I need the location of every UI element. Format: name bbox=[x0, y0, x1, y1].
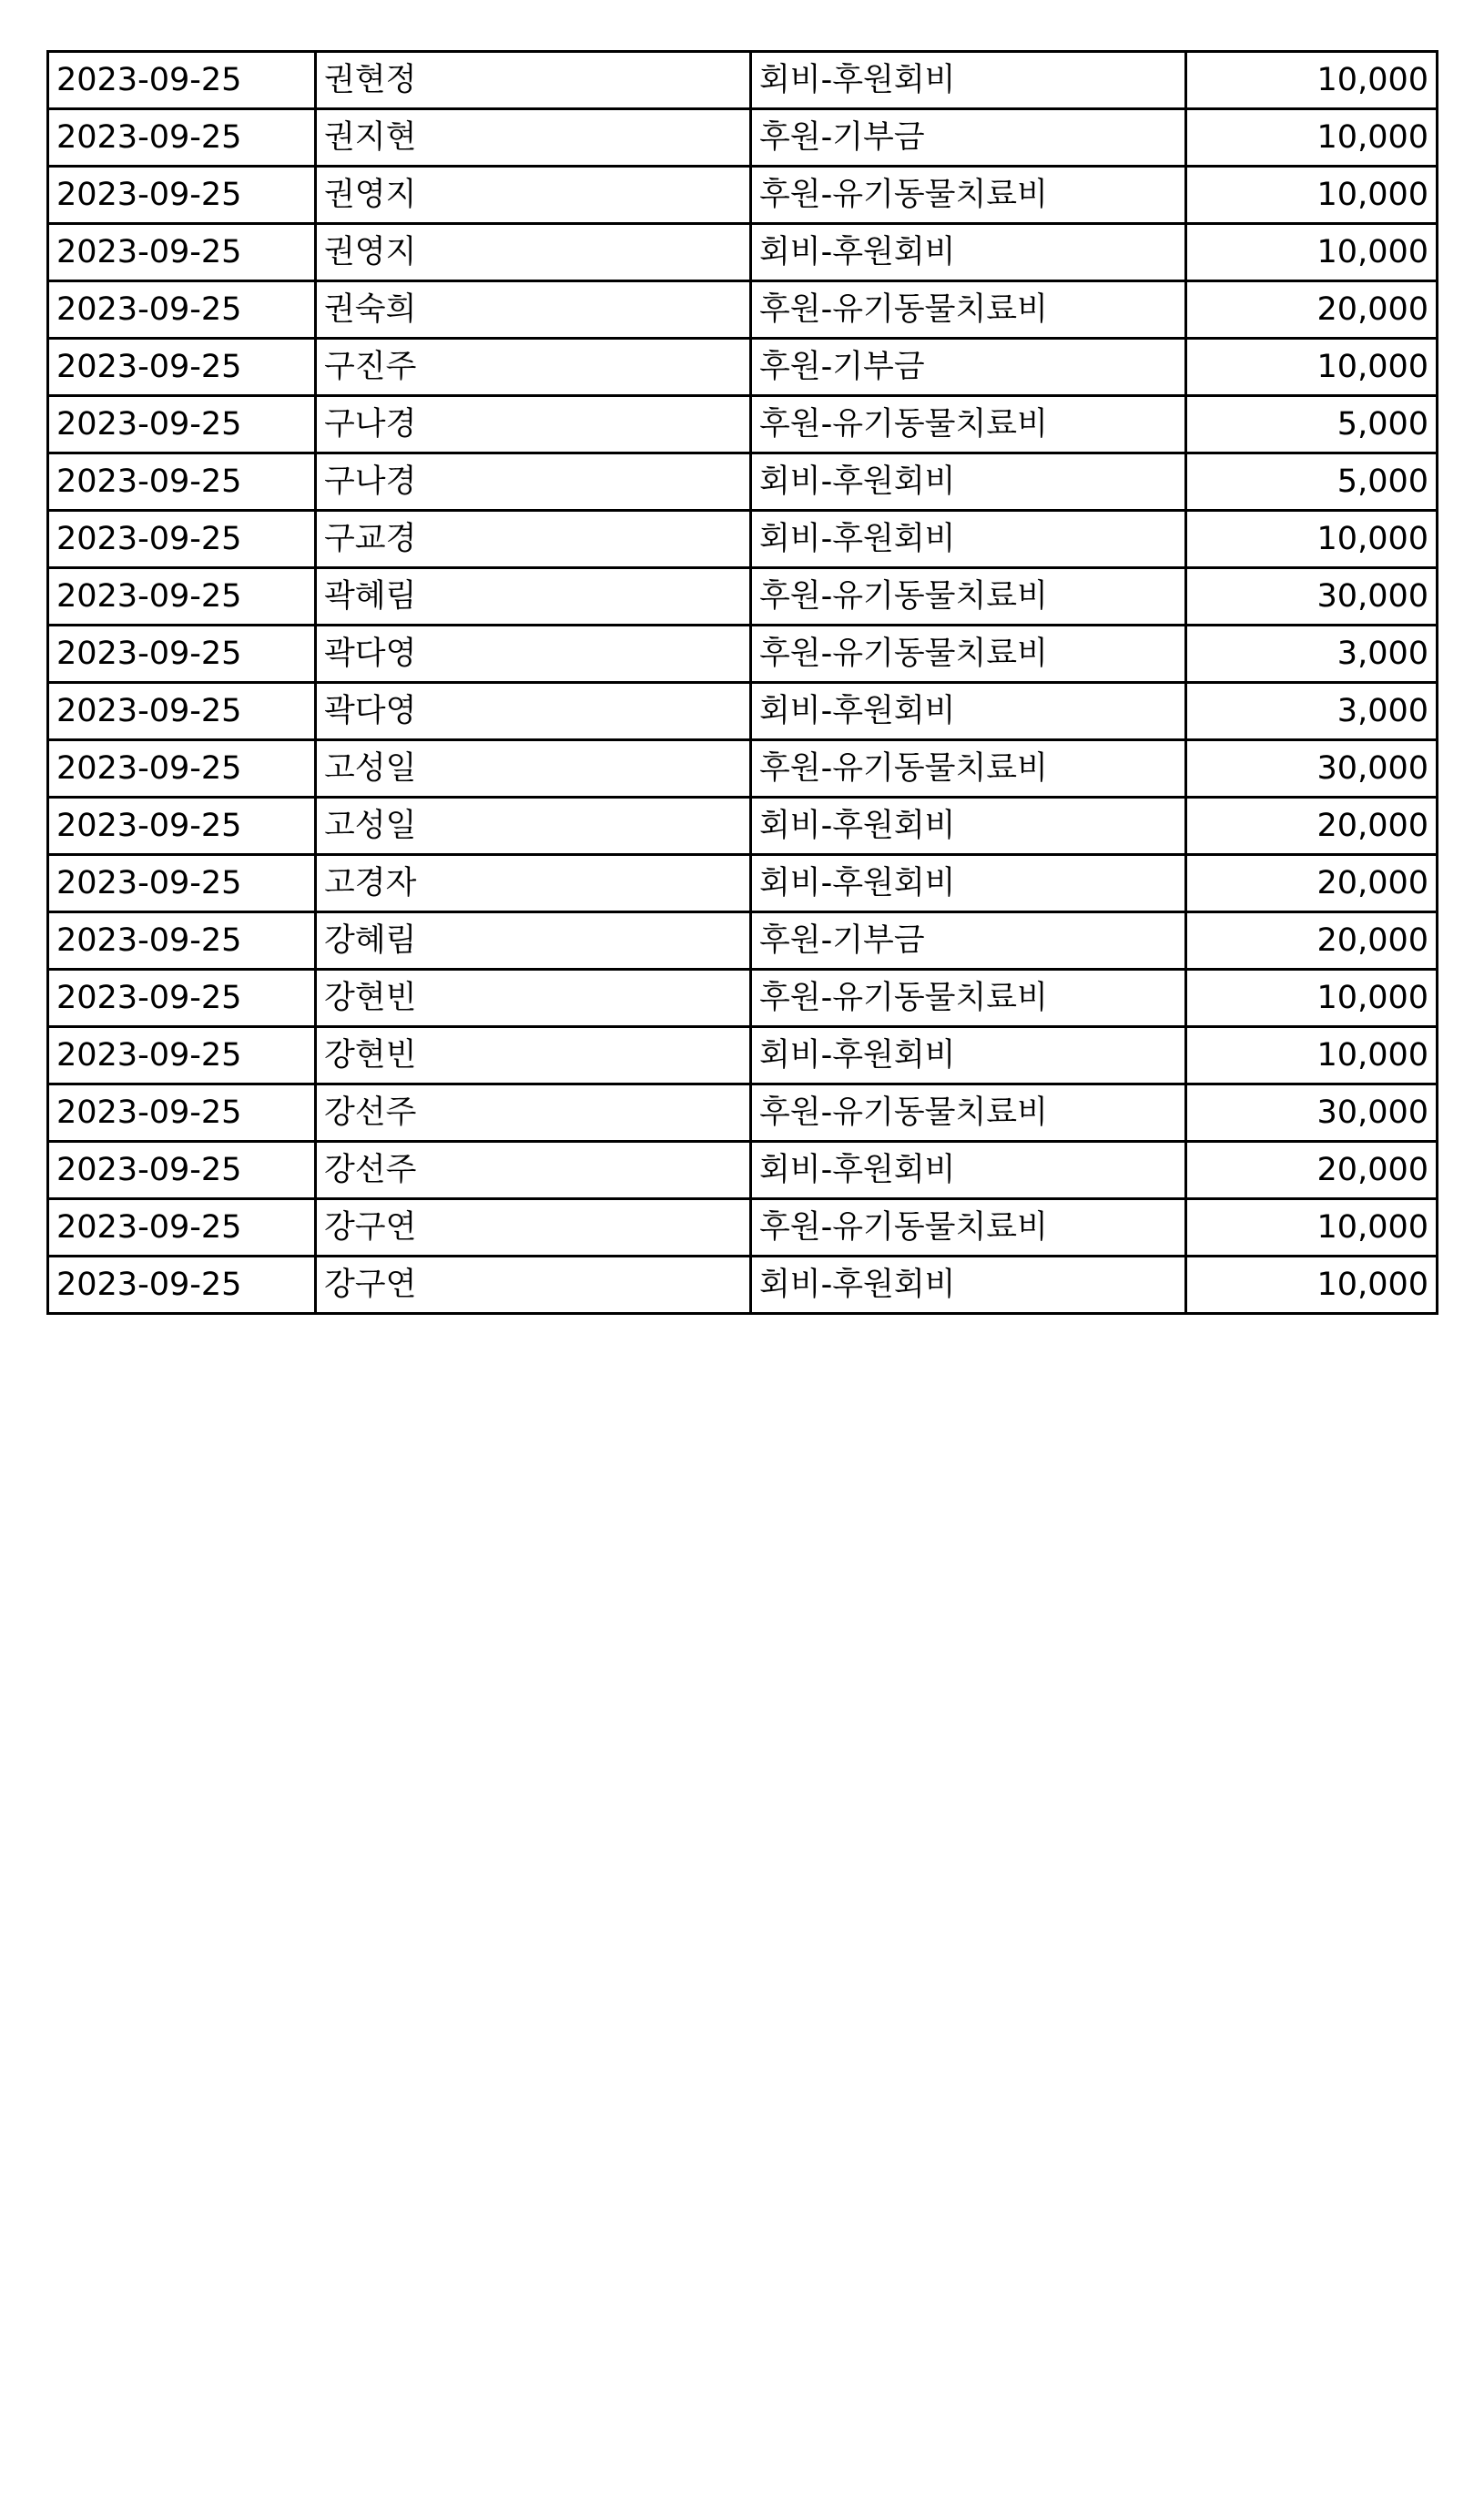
table-row bbox=[48, 798, 1438, 855]
name-cell: 곽혜림 bbox=[316, 568, 751, 626]
amount-cell: 10,000 bbox=[1186, 109, 1438, 167]
date-cell: 2023-09-25 bbox=[48, 970, 316, 1027]
category-cell: 회비-후원회비 bbox=[751, 1027, 1186, 1084]
category-cell: 후원-유기동물치료비 bbox=[751, 568, 1186, 626]
name-cell: 강선주 bbox=[316, 1142, 751, 1199]
donation-ledger-table bbox=[46, 50, 1438, 1315]
name-cell: 권영지 bbox=[316, 167, 751, 224]
date-cell: 2023-09-25 bbox=[48, 683, 316, 740]
date-cell: 2023-09-25 bbox=[48, 453, 316, 511]
date-cell: 2023-09-25 bbox=[48, 568, 316, 626]
name-cell: 강구연 bbox=[316, 1257, 751, 1314]
category-cell: 회비-후원회비 bbox=[751, 855, 1186, 912]
date-cell: 2023-09-25 bbox=[48, 167, 316, 224]
date-cell: 2023-09-25 bbox=[48, 109, 316, 167]
name-cell: 곽다영 bbox=[316, 626, 751, 683]
table-row bbox=[48, 568, 1438, 626]
table-row bbox=[48, 453, 1438, 511]
amount-cell: 20,000 bbox=[1186, 798, 1438, 855]
amount-cell: 10,000 bbox=[1186, 52, 1438, 109]
date-cell: 2023-09-25 bbox=[48, 224, 316, 281]
name-cell: 고성일 bbox=[316, 740, 751, 798]
amount-cell: 5,000 bbox=[1186, 396, 1438, 453]
category-cell: 회비-후원회비 bbox=[751, 1257, 1186, 1314]
name-cell: 구진주 bbox=[316, 339, 751, 396]
date-cell: 2023-09-25 bbox=[48, 52, 316, 109]
name-cell: 강현빈 bbox=[316, 970, 751, 1027]
table-row bbox=[48, 52, 1438, 109]
category-cell: 후원-유기동물치료비 bbox=[751, 740, 1186, 798]
amount-cell: 3,000 bbox=[1186, 683, 1438, 740]
amount-cell: 3,000 bbox=[1186, 626, 1438, 683]
table-row bbox=[48, 396, 1438, 453]
date-cell: 2023-09-25 bbox=[48, 798, 316, 855]
table-row bbox=[48, 683, 1438, 740]
table-row bbox=[48, 1257, 1438, 1314]
amount-cell: 30,000 bbox=[1186, 1084, 1438, 1142]
category-cell: 후원-기부금 bbox=[751, 339, 1186, 396]
date-cell: 2023-09-25 bbox=[48, 1027, 316, 1084]
amount-cell: 10,000 bbox=[1186, 167, 1438, 224]
table-row bbox=[48, 109, 1438, 167]
table-row bbox=[48, 855, 1438, 912]
name-cell: 구교경 bbox=[316, 511, 751, 568]
name-cell: 권지현 bbox=[316, 109, 751, 167]
amount-cell: 10,000 bbox=[1186, 339, 1438, 396]
name-cell: 곽다영 bbox=[316, 683, 751, 740]
table-row bbox=[48, 1142, 1438, 1199]
table-row bbox=[48, 912, 1438, 970]
amount-cell: 10,000 bbox=[1186, 1199, 1438, 1257]
category-cell: 후원-유기동물치료비 bbox=[751, 970, 1186, 1027]
table-row bbox=[48, 511, 1438, 568]
date-cell: 2023-09-25 bbox=[48, 339, 316, 396]
amount-cell: 20,000 bbox=[1186, 912, 1438, 970]
amount-cell: 10,000 bbox=[1186, 1027, 1438, 1084]
date-cell: 2023-09-25 bbox=[48, 1142, 316, 1199]
date-cell: 2023-09-25 bbox=[48, 1199, 316, 1257]
name-cell: 권숙희 bbox=[316, 281, 751, 339]
name-cell: 강현빈 bbox=[316, 1027, 751, 1084]
date-cell: 2023-09-25 bbox=[48, 396, 316, 453]
amount-cell: 20,000 bbox=[1186, 281, 1438, 339]
amount-cell: 5,000 bbox=[1186, 453, 1438, 511]
name-cell: 권영지 bbox=[316, 224, 751, 281]
date-cell: 2023-09-25 bbox=[48, 281, 316, 339]
category-cell: 후원-유기동물치료비 bbox=[751, 167, 1186, 224]
date-cell: 2023-09-25 bbox=[48, 740, 316, 798]
table-row bbox=[48, 281, 1438, 339]
date-cell: 2023-09-25 bbox=[48, 912, 316, 970]
amount-cell: 10,000 bbox=[1186, 224, 1438, 281]
name-cell: 구나경 bbox=[316, 453, 751, 511]
category-cell: 후원-유기동물치료비 bbox=[751, 1084, 1186, 1142]
amount-cell: 20,000 bbox=[1186, 855, 1438, 912]
table-row bbox=[48, 167, 1438, 224]
amount-cell: 20,000 bbox=[1186, 1142, 1438, 1199]
category-cell: 후원-유기동물치료비 bbox=[751, 626, 1186, 683]
amount-cell: 10,000 bbox=[1186, 970, 1438, 1027]
category-cell: 후원-유기동물치료비 bbox=[751, 396, 1186, 453]
category-cell: 회비-후원회비 bbox=[751, 511, 1186, 568]
amount-cell: 30,000 bbox=[1186, 740, 1438, 798]
category-cell: 후원-기부금 bbox=[751, 912, 1186, 970]
table-row bbox=[48, 339, 1438, 396]
amount-cell: 30,000 bbox=[1186, 568, 1438, 626]
name-cell: 강구연 bbox=[316, 1199, 751, 1257]
ledger-body bbox=[48, 52, 1438, 1314]
table-row bbox=[48, 970, 1438, 1027]
category-cell: 회비-후원회비 bbox=[751, 224, 1186, 281]
category-cell: 회비-후원회비 bbox=[751, 798, 1186, 855]
name-cell: 고성일 bbox=[316, 798, 751, 855]
name-cell: 강선주 bbox=[316, 1084, 751, 1142]
category-cell: 후원-유기동물치료비 bbox=[751, 281, 1186, 339]
table-row bbox=[48, 224, 1438, 281]
date-cell: 2023-09-25 bbox=[48, 626, 316, 683]
table-row bbox=[48, 1084, 1438, 1142]
date-cell: 2023-09-25 bbox=[48, 1257, 316, 1314]
category-cell: 회비-후원회비 bbox=[751, 52, 1186, 109]
category-cell: 회비-후원회비 bbox=[751, 453, 1186, 511]
name-cell: 권현정 bbox=[316, 52, 751, 109]
category-cell: 후원-기부금 bbox=[751, 109, 1186, 167]
amount-cell: 10,000 bbox=[1186, 511, 1438, 568]
name-cell: 구나경 bbox=[316, 396, 751, 453]
date-cell: 2023-09-25 bbox=[48, 511, 316, 568]
category-cell: 회비-후원회비 bbox=[751, 1142, 1186, 1199]
date-cell: 2023-09-25 bbox=[48, 1084, 316, 1142]
table-row bbox=[48, 1199, 1438, 1257]
category-cell: 회비-후원회비 bbox=[751, 683, 1186, 740]
amount-cell: 10,000 bbox=[1186, 1257, 1438, 1314]
category-cell: 후원-유기동물치료비 bbox=[751, 1199, 1186, 1257]
table-row bbox=[48, 626, 1438, 683]
date-cell: 2023-09-25 bbox=[48, 855, 316, 912]
name-cell: 강혜림 bbox=[316, 912, 751, 970]
table-row bbox=[48, 1027, 1438, 1084]
name-cell: 고경자 bbox=[316, 855, 751, 912]
table-row bbox=[48, 740, 1438, 798]
